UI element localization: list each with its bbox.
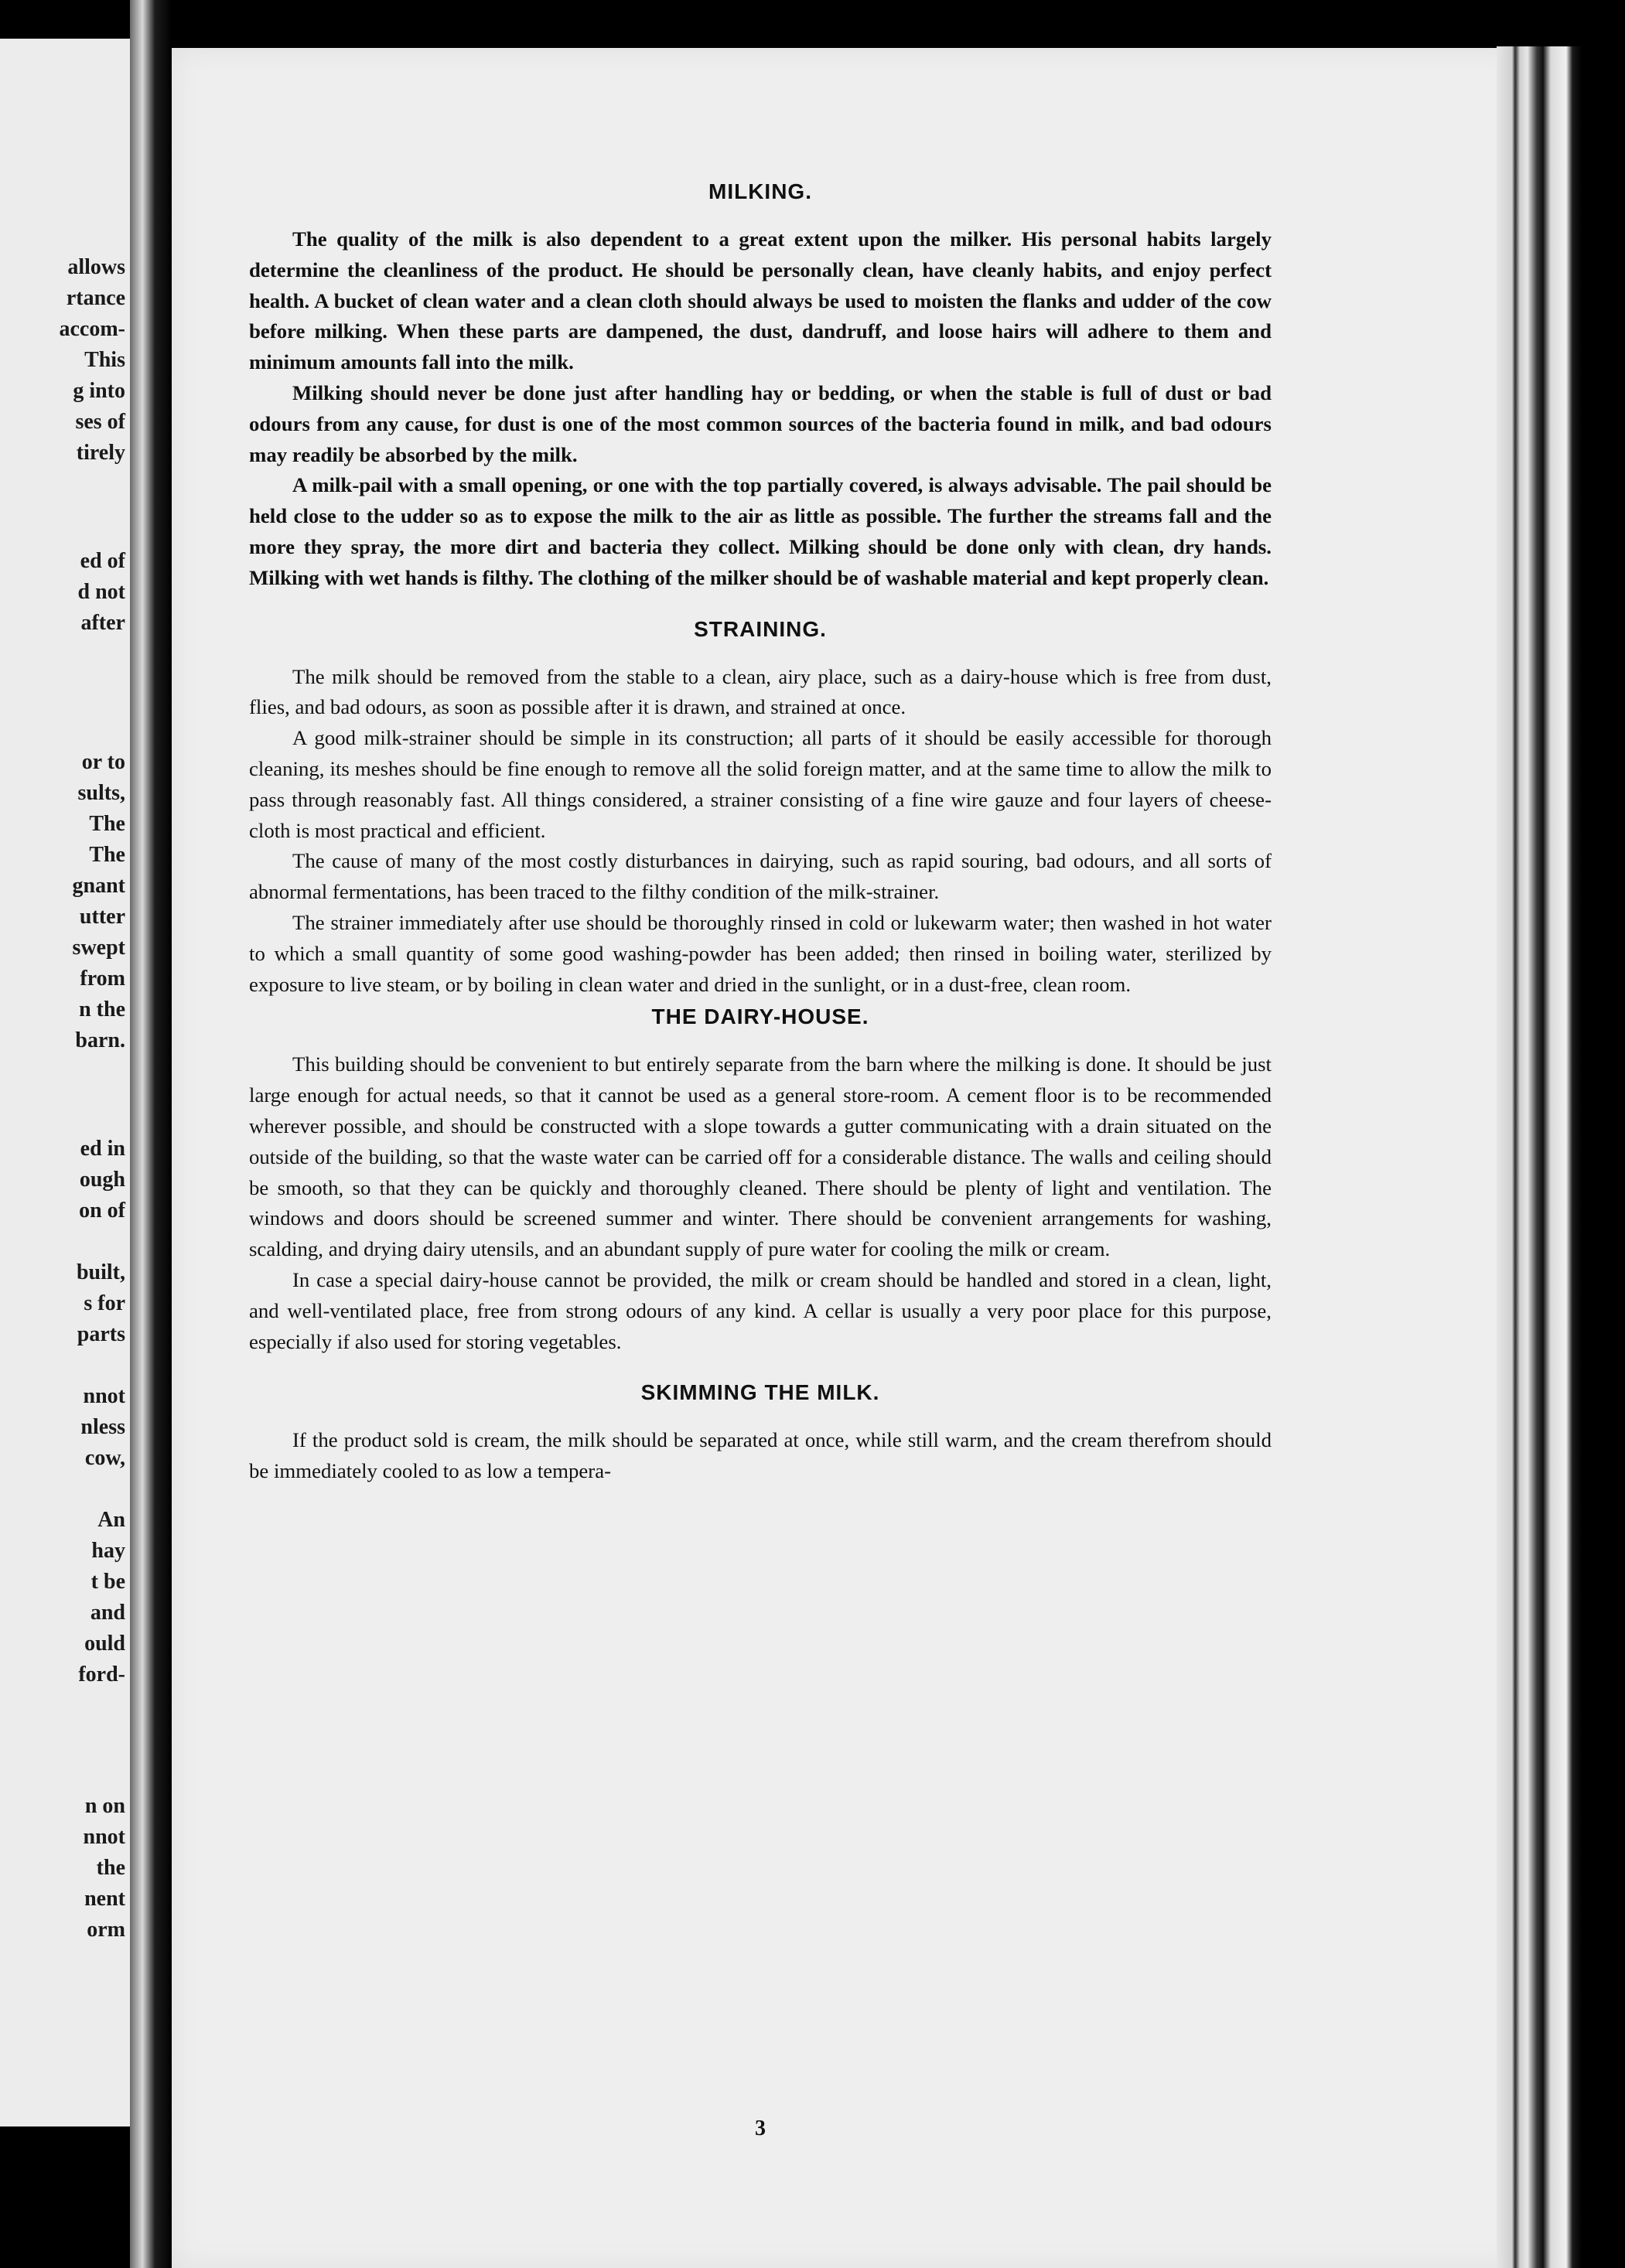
facing-page-word: utter [79, 905, 125, 929]
facing-page-word: parts [77, 1322, 125, 1346]
facing-page-word: orm [87, 1918, 125, 1942]
facing-page-word: tirely [76, 441, 125, 465]
facing-page-word: ed of [80, 549, 125, 573]
facing-page-word: barn. [75, 1028, 125, 1052]
facing-page-word: nnot [83, 1384, 125, 1408]
heading-straining: STRAINING. [694, 616, 827, 641]
milking-paragraph-2: Milking should never be done just after handling hay or bedding, or when the stable is full of dust or bad odours from any cause, for dust is one of the most common sources of the bacteria found in milk, and bad odours may readily be absorbed by the milk. [249, 380, 1272, 466]
dairy-house-paragraph-1: This building should be convenient to but entirely separate from the barn where the milking is done. It should be just large enough for actual needs, so that it cannot be used as a general store-room. A cement floor is to be recommended wherever possible, and should be constructed with a slope towards a gutter communicating with a drain situated on the outside of the building, so that the waste water can be carried off for a considerable distance. The walls and ceiling should be smooth, so that they can be quickly and thoroughly cleaned. There should be plenty of light and ventilation. The windows and doors should be screened summer and winter. There should be convenient arrangements for washing, scalding, and drying dairy utensils, and an abundant supply of pure water for cooling the milk or cream. [249, 1052, 1272, 1261]
facing-page-word: The [89, 812, 125, 836]
facing-page-word: This [84, 348, 125, 372]
facing-page-word: cow, [84, 1446, 125, 1470]
facing-page-word: after [80, 611, 125, 635]
facing-page-word: on of [79, 1199, 125, 1223]
straining-paragraph-1: The milk should be removed from the stable to a clean, airy place, such as a dairy-house which is free from dust, flies, and bad odours, as soon as possible after it is drawn, and strained at once. [249, 664, 1272, 719]
milking-paragraph-3: A milk-pail with a small opening, or one with the top partially covered, is always advisable. The pail should be held close to the udder so as to expose the milk to the air as little as possible. The further the streams fall and the more they spray, the more dirt and bacteria they collect. Milking should be done only with clean, dry hands. Milking with wet hands is filthy. The clothing of the milker should be of washable material and kept properly clean. [249, 473, 1272, 589]
straining-paragraph-2: A good milk-strainer should be simple in its construction; all parts of it should be easily accessible for thorough cleaning, its meshes should be fine enough to remove all the solid foreign matter, and at the same time to allow the milk to pass through reasonably fast. All things considered, a strainer consisting of a fine wire gauze and four layers of cheese-cloth is most practical and efficient. [249, 726, 1272, 842]
facing-page-word: t be [90, 1570, 125, 1594]
facing-page-word: nless [80, 1415, 125, 1439]
facing-page-word: rtance [66, 286, 125, 310]
facing-page-word: n the [79, 998, 125, 1021]
facing-page-word: d not [77, 580, 125, 604]
dairy-house-paragraph-2: In case a special dairy-house cannot be provided, the milk or cream should be handled and stored in a clean, light, and well-ventilated place, free from strong odours of any kind. A cellar is usually a very poor place for this purpose, especially if also used for storing vegetables. [249, 1267, 1272, 1353]
text-column [249, 179, 1272, 2140]
facing-page-word: g into [73, 379, 125, 403]
heading-skimming: SKIMMING THE MILK. [640, 1380, 880, 1405]
facing-page-fragment [0, 39, 130, 2126]
page-number: 3 [755, 2116, 766, 2140]
facing-page-word: ford- [78, 1663, 125, 1687]
facing-page-word: the [96, 1856, 125, 1880]
facing-page-word: from [80, 967, 125, 991]
facing-page-word: swept [72, 936, 125, 960]
heading-milking: MILKING. [708, 179, 812, 203]
facing-page-word: built, [76, 1260, 125, 1284]
milking-paragraph-1: The quality of the milk is also dependent to a great extent upon the milker. His personal habits largely determine the cleanliness of the product. He should be personally clean, have cleanly habits, and enjoy perfect health. A bucket of clean water and a clean cloth should always be used to moisten the flanks and udder of the cow before milking. When these parts are dampened, the dust, dandruff, and loose hairs will adhere to them and minimum amounts fall into the milk. [249, 227, 1272, 374]
heading-dairy-house: THE DAIRY-HOUSE. [651, 1004, 869, 1029]
skimming-paragraph-1: If the product sold is cream, the milk should be separated at once, while still warm, and the cream therefrom should be immediately cooled to as low a tempera- [249, 1428, 1272, 1483]
straining-paragraph-4: The strainer immediately after use should be thoroughly rinsed in cold or lukewarm water; then washed in hot water to which a small quantity of some good washing-powder has been added; then rinsed in boiling water, sterilized by exposure to live steam, or by boiling in clean water and dried in the sunlight, or in a dust-free, clean room. [249, 910, 1272, 996]
facing-page-word: ould [84, 1632, 125, 1656]
facing-page-word: ough [79, 1168, 125, 1192]
facing-page-word: accom- [59, 317, 125, 341]
facing-page-word: nent [84, 1887, 125, 1911]
facing-page-word: s for [84, 1291, 125, 1315]
facing-page-word: or to [81, 750, 125, 774]
straining-paragraph-3: The cause of many of the most costly disturbances in dairying, such as rapid souring, bad odours, and all sorts of abnormal fermentations, has been traced to the filthy condition of the milk-strainer. [249, 849, 1272, 904]
facing-page-word: n on [84, 1794, 125, 1818]
facing-page-word: sults, [77, 781, 125, 805]
facing-page-word: ed in [80, 1137, 125, 1161]
facing-page-word: ses of [75, 410, 125, 434]
facing-page-word: hay [91, 1539, 125, 1563]
facing-page-word: An [97, 1508, 125, 1532]
facing-page-word: nnot [83, 1825, 125, 1849]
facing-page-word: and [90, 1601, 125, 1625]
book-gutter [130, 0, 172, 2268]
facing-page-word: gnant [72, 874, 125, 898]
page-edge-stack [1497, 46, 1625, 2268]
facing-page-word: The [89, 843, 125, 867]
facing-page-word: allows [67, 255, 125, 279]
document-page [172, 48, 1521, 2268]
